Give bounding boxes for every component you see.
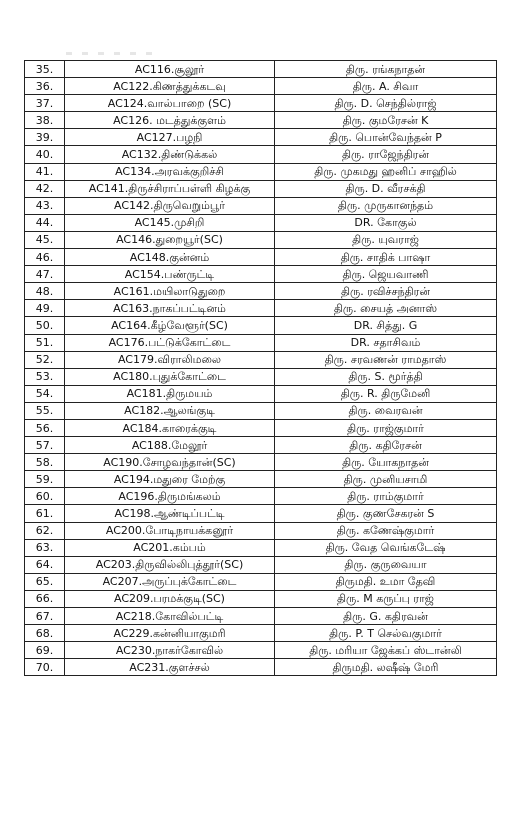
- table-row: [25, 249, 497, 266]
- table-row: [25, 402, 497, 419]
- table-row: [25, 471, 497, 488]
- candidate-cell: DR. கோகுல்: [275, 214, 497, 231]
- serial-number-cell: 68.: [25, 625, 65, 642]
- candidate-cell: திரு. கணேஷ்குமார்: [275, 522, 497, 539]
- constituency-cell: AC132.திண்டுக்கல்: [65, 146, 275, 163]
- table-row: [25, 163, 497, 180]
- constituency-cell: AC229.கன்னியாகுமரி: [65, 625, 275, 642]
- serial-number-cell: 47.: [25, 266, 65, 283]
- constituency-cell: AC141.திருச்சிராப்பள்ளி கிழக்கு: [65, 180, 275, 197]
- table-row: [25, 112, 497, 129]
- candidate-cell: திரு. D. செந்தில்ராஜ்: [275, 95, 497, 112]
- serial-number-cell: 50.: [25, 317, 65, 334]
- constituency-cell: AC182.ஆலங்குடி: [65, 402, 275, 419]
- constituency-cell: AC145.முசிறி: [65, 214, 275, 231]
- table-row: [25, 61, 497, 78]
- table-row: [25, 78, 497, 95]
- constituency-cell: AC161.மயிலாடுதுறை: [65, 283, 275, 300]
- serial-number-cell: 36.: [25, 78, 65, 95]
- serial-number-cell: 57.: [25, 437, 65, 454]
- serial-number-cell: 53.: [25, 368, 65, 385]
- candidate-cell: திரு. ராம்குமார்: [275, 488, 497, 505]
- serial-number-cell: 54.: [25, 385, 65, 402]
- serial-number-cell: 63.: [25, 539, 65, 556]
- serial-number-cell: 49.: [25, 300, 65, 317]
- table-row: [25, 625, 497, 642]
- table-row: [25, 214, 497, 231]
- candidate-cell: திரு. மரியா ஜேக்கப் ஸ்டான்லி: [275, 642, 497, 659]
- candidate-cell: திரு. முனியசாமி: [275, 471, 497, 488]
- table-row: [25, 419, 497, 436]
- scan-artifact: [66, 52, 156, 55]
- serial-number-cell: 64.: [25, 556, 65, 573]
- table-row: [25, 385, 497, 402]
- table-row: [25, 573, 497, 590]
- constituency-cell: AC116.சூலூர்: [65, 61, 275, 78]
- candidate-cell: திரு. யுவராஜ்: [275, 231, 497, 248]
- serial-number-cell: 59.: [25, 471, 65, 488]
- table-row: [25, 505, 497, 522]
- candidate-cell: திரு. A. சிவா: [275, 78, 497, 95]
- table-row: [25, 539, 497, 556]
- table-row: [25, 454, 497, 471]
- constituency-cell: AC200.போடிநாயக்கனூர்: [65, 522, 275, 539]
- constituency-cell: AC196.திருமங்கலம்: [65, 488, 275, 505]
- table-row: [25, 197, 497, 214]
- serial-number-cell: 69.: [25, 642, 65, 659]
- constituency-cell: AC154.பண்ருட்டி: [65, 266, 275, 283]
- candidate-cell: திரு. கதிரேசன்: [275, 437, 497, 454]
- candidate-cell: திரு. G. கதிரவன்: [275, 608, 497, 625]
- table-row: [25, 334, 497, 351]
- candidate-cell: திரு. யோகநாதன்: [275, 454, 497, 471]
- constituency-cell: AC163.நாகப்பட்டினம்: [65, 300, 275, 317]
- serial-number-cell: 65.: [25, 573, 65, 590]
- table-row: [25, 283, 497, 300]
- table-row: [25, 180, 497, 197]
- serial-number-cell: 38.: [25, 112, 65, 129]
- candidate-cell: திரு. குருவையா: [275, 556, 497, 573]
- candidate-cell: திருமதி. உமா தேவி: [275, 573, 497, 590]
- candidate-cell: திரு. M கருப்பு ராஜ்: [275, 590, 497, 607]
- candidate-cell: திரு. சரவணன் ராமதாஸ்: [275, 351, 497, 368]
- candidate-cell: திரு. முருகானந்தம்: [275, 197, 497, 214]
- serial-number-cell: 62.: [25, 522, 65, 539]
- serial-number-cell: 43.: [25, 197, 65, 214]
- candidate-table-body: [25, 61, 497, 676]
- serial-number-cell: 44.: [25, 214, 65, 231]
- serial-number-cell: 39.: [25, 129, 65, 146]
- table-row: [25, 659, 497, 676]
- candidate-cell: திரு. ராஜ்குமார்: [275, 419, 497, 436]
- candidate-cell: DR. சித்து. G: [275, 317, 497, 334]
- serial-number-cell: 67.: [25, 608, 65, 625]
- constituency-cell: AC179.விராலிமலை: [65, 351, 275, 368]
- candidate-cell: DR. சதாசிவம்: [275, 334, 497, 351]
- constituency-cell: AC201.கம்பம்: [65, 539, 275, 556]
- serial-number-cell: 66.: [25, 590, 65, 607]
- constituency-cell: AC142.திருவெறும்பூர்: [65, 197, 275, 214]
- constituency-cell: AC209.பரமக்குடி(SC): [65, 590, 275, 607]
- constituency-cell: AC127.பழநி: [65, 129, 275, 146]
- constituency-cell: AC134.அரவக்குறிச்சி: [65, 163, 275, 180]
- serial-number-cell: 51.: [25, 334, 65, 351]
- candidate-cell: திரு. குணசேகரன் S: [275, 505, 497, 522]
- constituency-cell: AC126. மடத்துக்குளம்: [65, 112, 275, 129]
- serial-number-cell: 40.: [25, 146, 65, 163]
- table-row: [25, 351, 497, 368]
- table-row: [25, 522, 497, 539]
- candidate-cell: திரு. வைரவன்: [275, 402, 497, 419]
- serial-number-cell: 35.: [25, 61, 65, 78]
- constituency-cell: AC203.திருவில்லிபுத்தூர்(SC): [65, 556, 275, 573]
- constituency-cell: AC184.காரைக்குடி: [65, 419, 275, 436]
- candidate-table: [24, 60, 497, 676]
- table-row: [25, 590, 497, 607]
- candidate-cell: திரு. குமரேசன் K: [275, 112, 497, 129]
- candidate-cell: திரு. சாதிக் பாஷா: [275, 249, 497, 266]
- constituency-cell: AC194.மதுரை மேற்கு: [65, 471, 275, 488]
- constituency-cell: AC207.அருப்புக்கோட்டை: [65, 573, 275, 590]
- candidate-cell: திருமதி. லஷீஷ் மேரி: [275, 659, 497, 676]
- table-row: [25, 146, 497, 163]
- serial-number-cell: 70.: [25, 659, 65, 676]
- constituency-cell: AC176.பட்டுக்கோட்டை: [65, 334, 275, 351]
- table-row: [25, 95, 497, 112]
- candidate-cell: திரு. ரவிச்சந்திரன்: [275, 283, 497, 300]
- candidate-cell: திரு. முகமது ஹனிப் சாஹில்: [275, 163, 497, 180]
- table-row: [25, 266, 497, 283]
- table-row: [25, 129, 497, 146]
- table-row: [25, 300, 497, 317]
- table-row: [25, 556, 497, 573]
- table-row: [25, 368, 497, 385]
- serial-number-cell: 55.: [25, 402, 65, 419]
- candidate-cell: திரு. வேத வெங்கடேஷ்: [275, 539, 497, 556]
- serial-number-cell: 42.: [25, 180, 65, 197]
- serial-number-cell: 60.: [25, 488, 65, 505]
- serial-number-cell: 37.: [25, 95, 65, 112]
- candidate-cell: திரு. பொன்வேந்தன் P: [275, 129, 497, 146]
- candidate-cell: திரு. P. T செல்வகுமார்: [275, 625, 497, 642]
- table-row: [25, 317, 497, 334]
- constituency-cell: AC198.ஆண்டிப்பட்டி: [65, 505, 275, 522]
- serial-number-cell: 58.: [25, 454, 65, 471]
- serial-number-cell: 52.: [25, 351, 65, 368]
- constituency-cell: AC124.வால்பாறை (SC): [65, 95, 275, 112]
- constituency-cell: AC148.குன்னம்: [65, 249, 275, 266]
- constituency-cell: AC180.புதுக்கோட்டை: [65, 368, 275, 385]
- constituency-cell: AC218.கோவில்பட்டி: [65, 608, 275, 625]
- candidate-cell: திரு. R. திருமேனி: [275, 385, 497, 402]
- table-row: [25, 231, 497, 248]
- candidate-cell: திரு. ரங்கநாதன்: [275, 61, 497, 78]
- constituency-cell: AC190.சோழவந்தான்(SC): [65, 454, 275, 471]
- serial-number-cell: 46.: [25, 249, 65, 266]
- serial-number-cell: 61.: [25, 505, 65, 522]
- table-row: [25, 488, 497, 505]
- candidate-cell: திரு. S. மூர்த்தி: [275, 368, 497, 385]
- table-row: [25, 608, 497, 625]
- candidate-cell: திரு. D. வீரசக்தி: [275, 180, 497, 197]
- table-row: [25, 642, 497, 659]
- candidate-cell: திரு. ஜெயவாணி: [275, 266, 497, 283]
- constituency-cell: AC164.கீழ்வேளூர்(SC): [65, 317, 275, 334]
- serial-number-cell: 48.: [25, 283, 65, 300]
- constituency-cell: AC188.மேலூர்: [65, 437, 275, 454]
- constituency-cell: AC122.கிணத்துக்கடவு: [65, 78, 275, 95]
- table-row: [25, 437, 497, 454]
- constituency-cell: AC146.துறையூர்(SC): [65, 231, 275, 248]
- candidate-cell: திரு. ராஜேந்திரன்: [275, 146, 497, 163]
- constituency-cell: AC181.திருமயம்: [65, 385, 275, 402]
- serial-number-cell: 45.: [25, 231, 65, 248]
- constituency-cell: AC231.குளச்சல்: [65, 659, 275, 676]
- serial-number-cell: 56.: [25, 419, 65, 436]
- constituency-cell: AC230.நாகர்கோவில்: [65, 642, 275, 659]
- serial-number-cell: 41.: [25, 163, 65, 180]
- candidate-cell: திரு. சையத் அனாஸ்: [275, 300, 497, 317]
